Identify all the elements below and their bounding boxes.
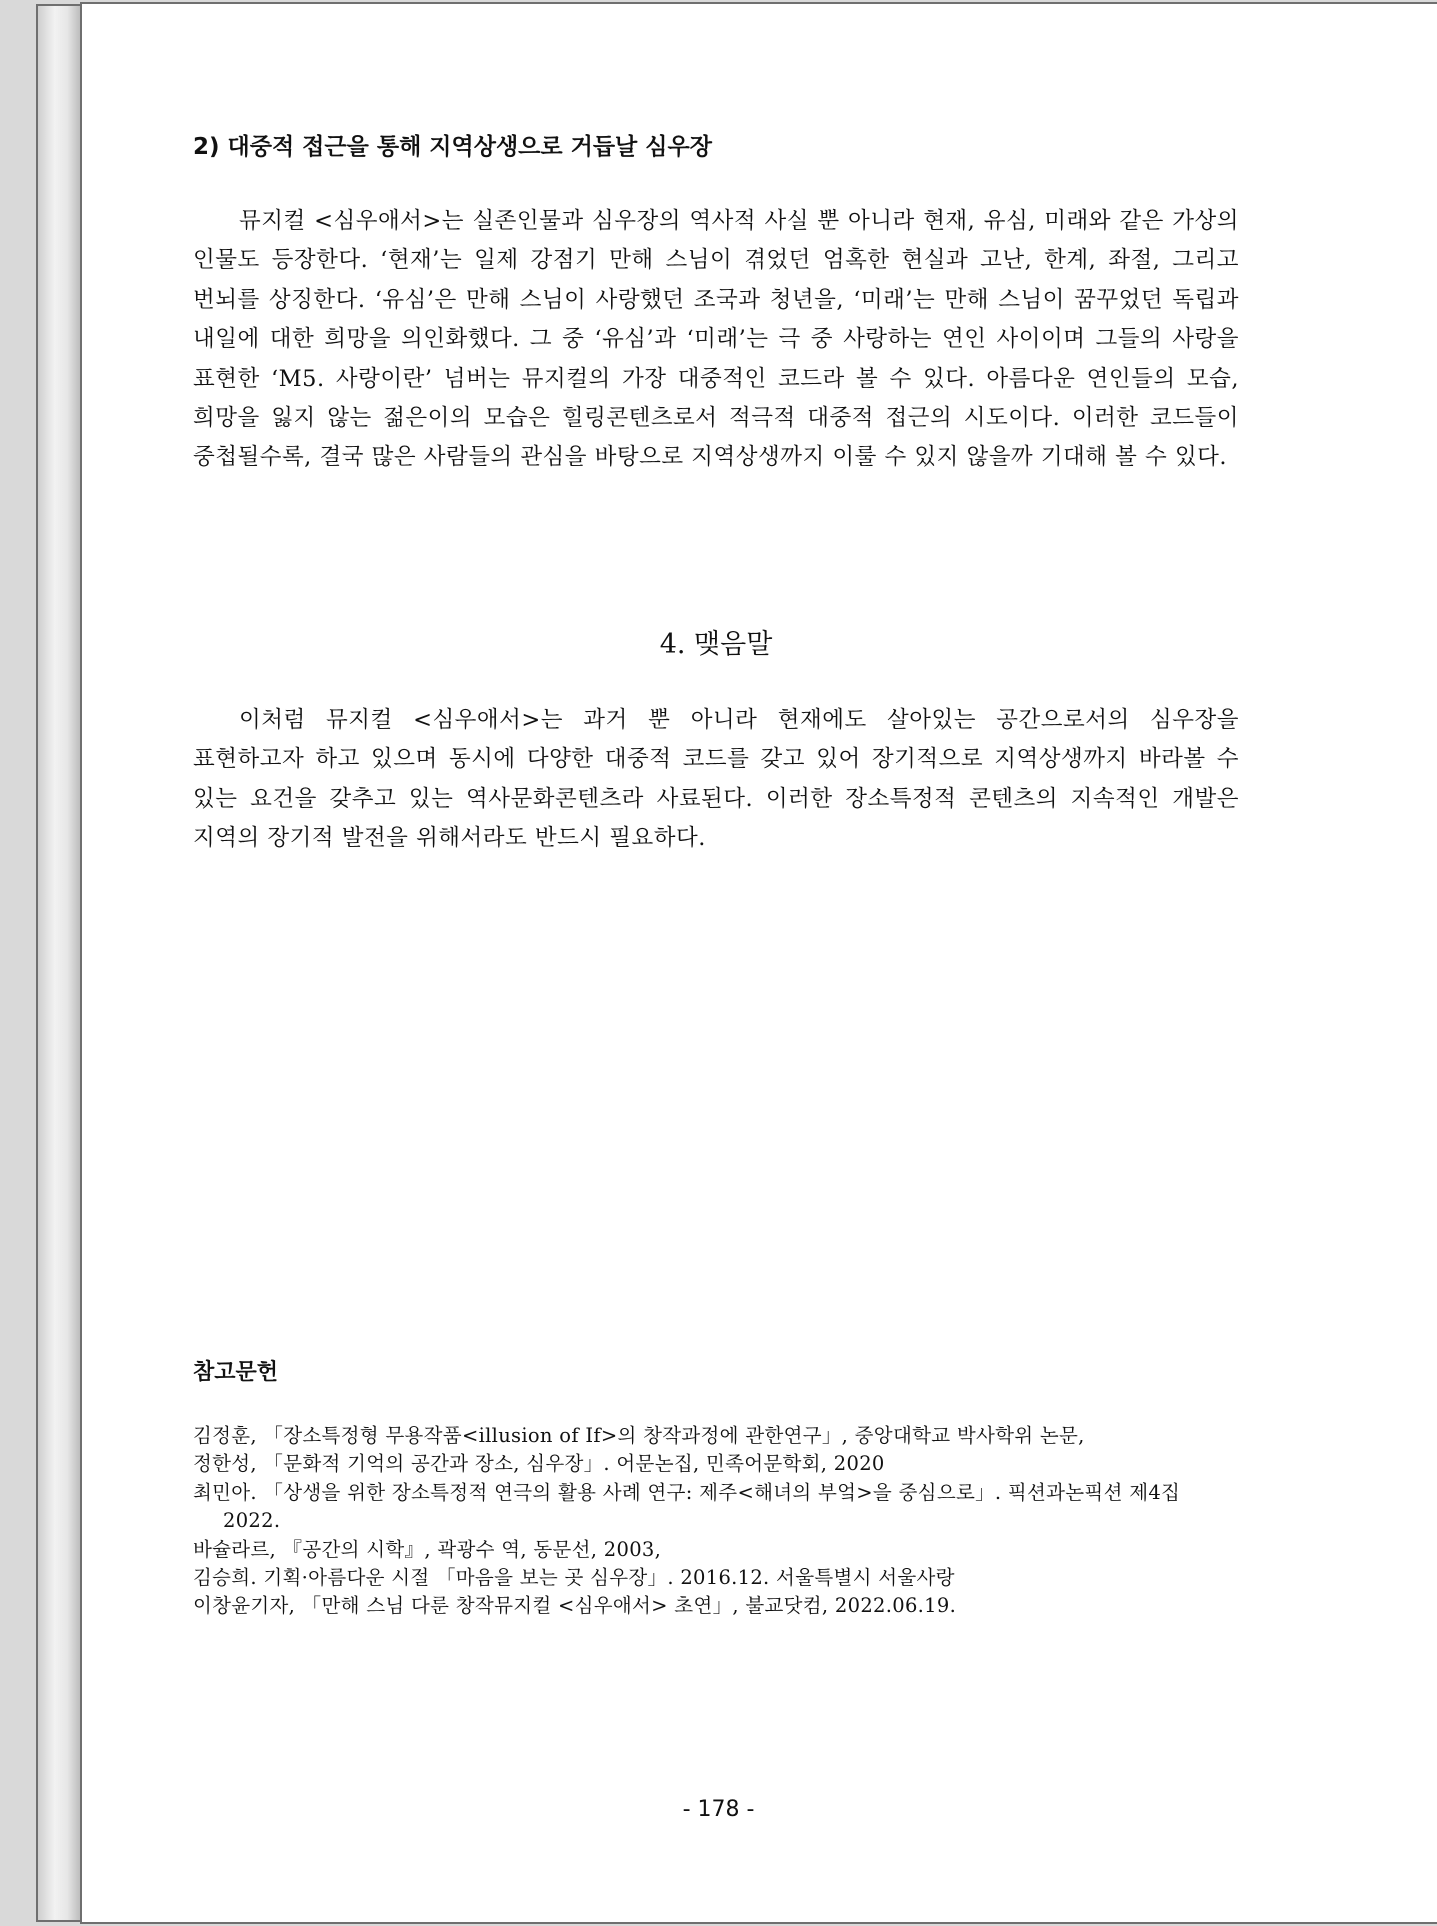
book-spine xyxy=(36,4,82,1922)
reference-item: 김정훈, 「장소특정형 무용작품<illusion of If>의 창작과정에 관한연구」, 중앙대학교 박사학위 논문, xyxy=(193,1424,1085,1447)
references-heading: 참고문헌 xyxy=(193,1360,279,1385)
body-paragraph: 뮤지컬 <심우애서>는 실존인물과 심우장의 역사적 사실 뿐 아니라 현재, 유심, 미래와 같은 가상의 인물도 등장한다. ‘현재’는 일제 강점기 만해 스님이 겪었던 엄혹한 현실과 고난, 한계, 좌절, 그리고 번뇌를 상징한다. ‘유심’은 만해 스님이 사랑했던 조국과 청년을, ‘미래’는 만해 스님이 꿈꾸었던 독립과 내일에 대한 희망을 의인화했다. 그 중 ‘유심’과 ‘미래’는 극 중 사랑하는 연인 사이이며 그들의 사랑을 표현한 ‘M5. 사랑이란’ 넘버는 뮤지컬의 가장 대중적인 코드라 볼 수 있다. 아름다운 연인들의 모습, 희망을 잃지 않는 젊은이의 모습은 힐링콘텐츠로서 적극적 대중적 접근의 시도이다. 이러한 코드들이 중첩될수록, 결국 많은 사람들의 관심을 바탕으로 지역상생까지 이룰 수 있지 않을까 기대해 볼 수 있다. xyxy=(193,208,1239,471)
reference-item: 최민아. 「상생을 위한 장소특정적 연극의 활용 사례 연구: 제주<해녀의 부엌>을 중심으로」. 픽션과논픽션 제4집 2022. xyxy=(193,1480,1181,1533)
section-heading: 2) 대중적 접근을 통해 지역상생으로 거듭날 심우장 xyxy=(193,134,712,160)
reference-item: 정한성, 「문화적 기억의 공간과 장소, 심우장」. 어문논집, 민족어문학회, 2020 xyxy=(193,1452,885,1476)
conclusion-paragraph: 이처럼 뮤지컬 <심우애서>는 과거 뿐 아니라 현재에도 살아있는 공간으로서의 심우장을 표현하고자 하고 있으며 동시에 다양한 대중적 코드를 갖고 있어 장기적으로 지역상생까지 바라볼 수 있는 요건을 갖추고 있는 역사문화콘텐츠라 사료된다. 이러한 장소특정적 콘텐츠의 지속적인 개발은 지역의 장기적 발전을 위해서라도 반드시 필요하다. xyxy=(193,707,1239,852)
conclusion-title: 4. 맺음말 xyxy=(659,629,773,660)
reference-item: 바슐라르, 『공간의 시학』, 곽광수 역, 동문선, 2003, xyxy=(193,1537,662,1561)
page-number: - 178 - xyxy=(682,1797,755,1822)
reference-item: 김승희. 기획·아름다운 시절 「마음을 보는 곳 심우장」. 2016.12. 서울특별시 서울사랑 xyxy=(193,1566,955,1590)
reference-item: 이창윤기자, 「만해 스님 다룬 창작뮤지컬 <심우애서> 초연」, 불교닷컴, 2022.06.19. xyxy=(193,1594,957,1618)
references-list xyxy=(193,1422,1239,1621)
